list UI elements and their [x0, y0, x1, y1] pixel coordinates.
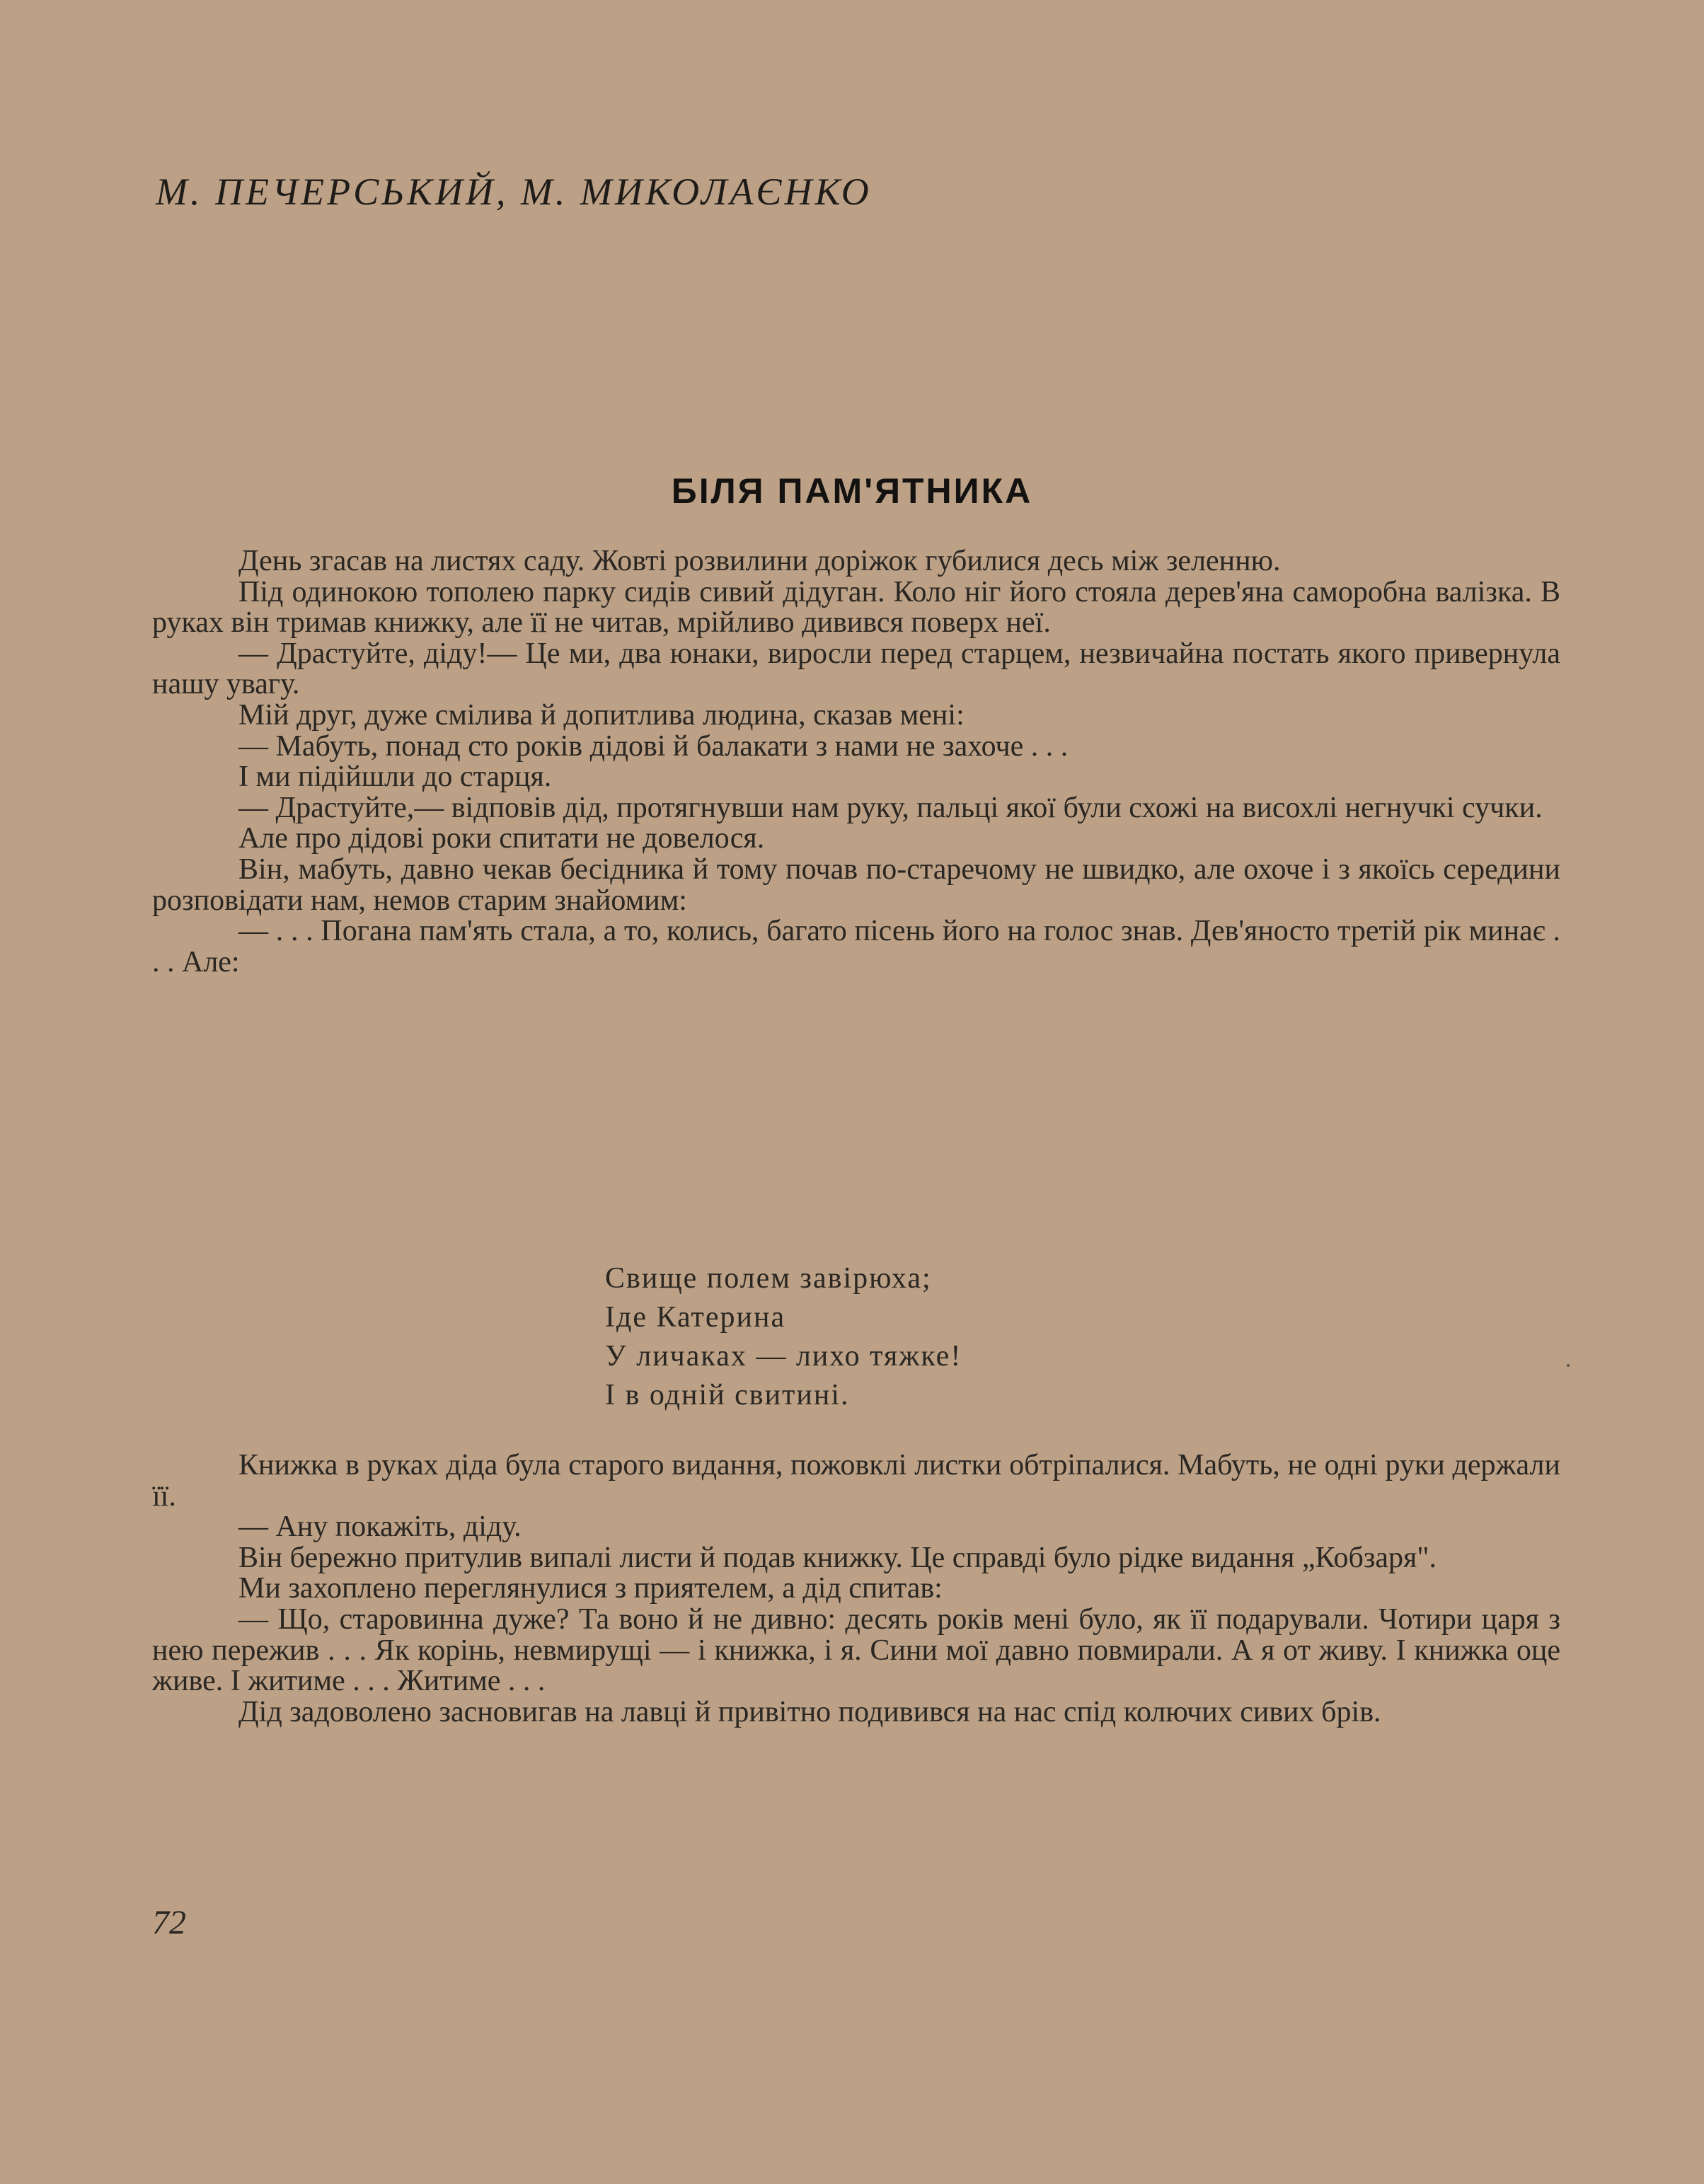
poem-line: І в одній свитині.: [605, 1379, 850, 1411]
paragraph: І ми підійшли до старця.: [238, 761, 552, 794]
text-block-after-poem: [152, 1450, 1560, 1728]
authors-header: М. ПЕЧЕРСЬКИЙ, М. МИКОЛАЄНКО: [156, 171, 872, 213]
paragraph: Дід задоволено засновигав на лавці й привітно подивився на нас спід колючих сивих брів.: [238, 1695, 1381, 1728]
paragraph: Під одинокою тополею парку сидів сивий дідуган. Коло ніг його стояла дерев'яна саморобна валізка. В руках він тримав книжку, але її не читав, мрійливо дивився поверх неї.: [152, 575, 1560, 640]
paragraph: — . . . Погана пам'ять стала, а то, колись, багато пісень його на голос знав. Дев'яносто третій рік минає . . . Але:: [152, 915, 1560, 978]
page-number: 72: [152, 1904, 186, 1941]
paragraph: Він бережно притулив випалі листи й подав книжку. Це справді було рідке видання „Кобзаря".: [238, 1541, 1437, 1574]
paragraph: — Ану покажіть, діду.: [238, 1510, 522, 1544]
story-title: БІЛЯ ПАМ'ЯТНИКА: [671, 471, 1033, 511]
paragraph: — Драстуйте,— відповів дід, протягнувши нам руку, пальці якої були схожі на висохлі негнучкі сучки.: [238, 791, 1543, 824]
paragraph: День згасав на листях саду. Жовті розвилини доріжок губилися десь між зеленню.: [238, 545, 1281, 577]
paragraph: — Мабуть, понад сто років дідові й балакати з нами не захоче . . .: [238, 729, 1069, 763]
text-block-before-poem: [152, 546, 1560, 978]
paragraph: — Драстуйте, діду!— Це ми, два юнаки, виросли перед старцем, незвичайна постать якого привернула нашу увагу.: [152, 637, 1560, 701]
paragraph: Але про дідові роки спитати не довелося.: [238, 822, 765, 855]
poem-stanza: [605, 1259, 962, 1415]
paragraph: — Що, старовинна дуже? Та воно й не дивно: десять років мені було, як її подарували. Чотири царя з нею пережив . . . Як корінь, невмирущі — і книжка, і я. Сини мої давно повмирали. А я от живу. І книжка оце живе. І житиме . . . Житиме . . .: [152, 1602, 1560, 1698]
paragraph: Мій друг, дуже смілива й допитлива людина, сказав мені:: [238, 698, 965, 732]
paragraph: Ми захоплено переглянулися з приятелем, а дід спитав:: [238, 1572, 943, 1605]
paragraph: Він, мабуть, давно чекав бесідника й тому почав по-старечому не швидко, але охоче і з якоїсь середини розповідати нам, немов старим знайомим:: [152, 853, 1560, 917]
poem-line: Свище полем завірюха;: [605, 1262, 932, 1295]
paragraph: Книжка в руках діда була старого видання, пожовклі листки обтріпалися. Мабуть, не одні руки держали її.: [152, 1449, 1560, 1513]
poem-line: У личаках — лихо тяжке!: [605, 1340, 962, 1373]
poem-line: Іде Катерина: [605, 1301, 786, 1334]
print-speck: [1567, 1364, 1570, 1367]
